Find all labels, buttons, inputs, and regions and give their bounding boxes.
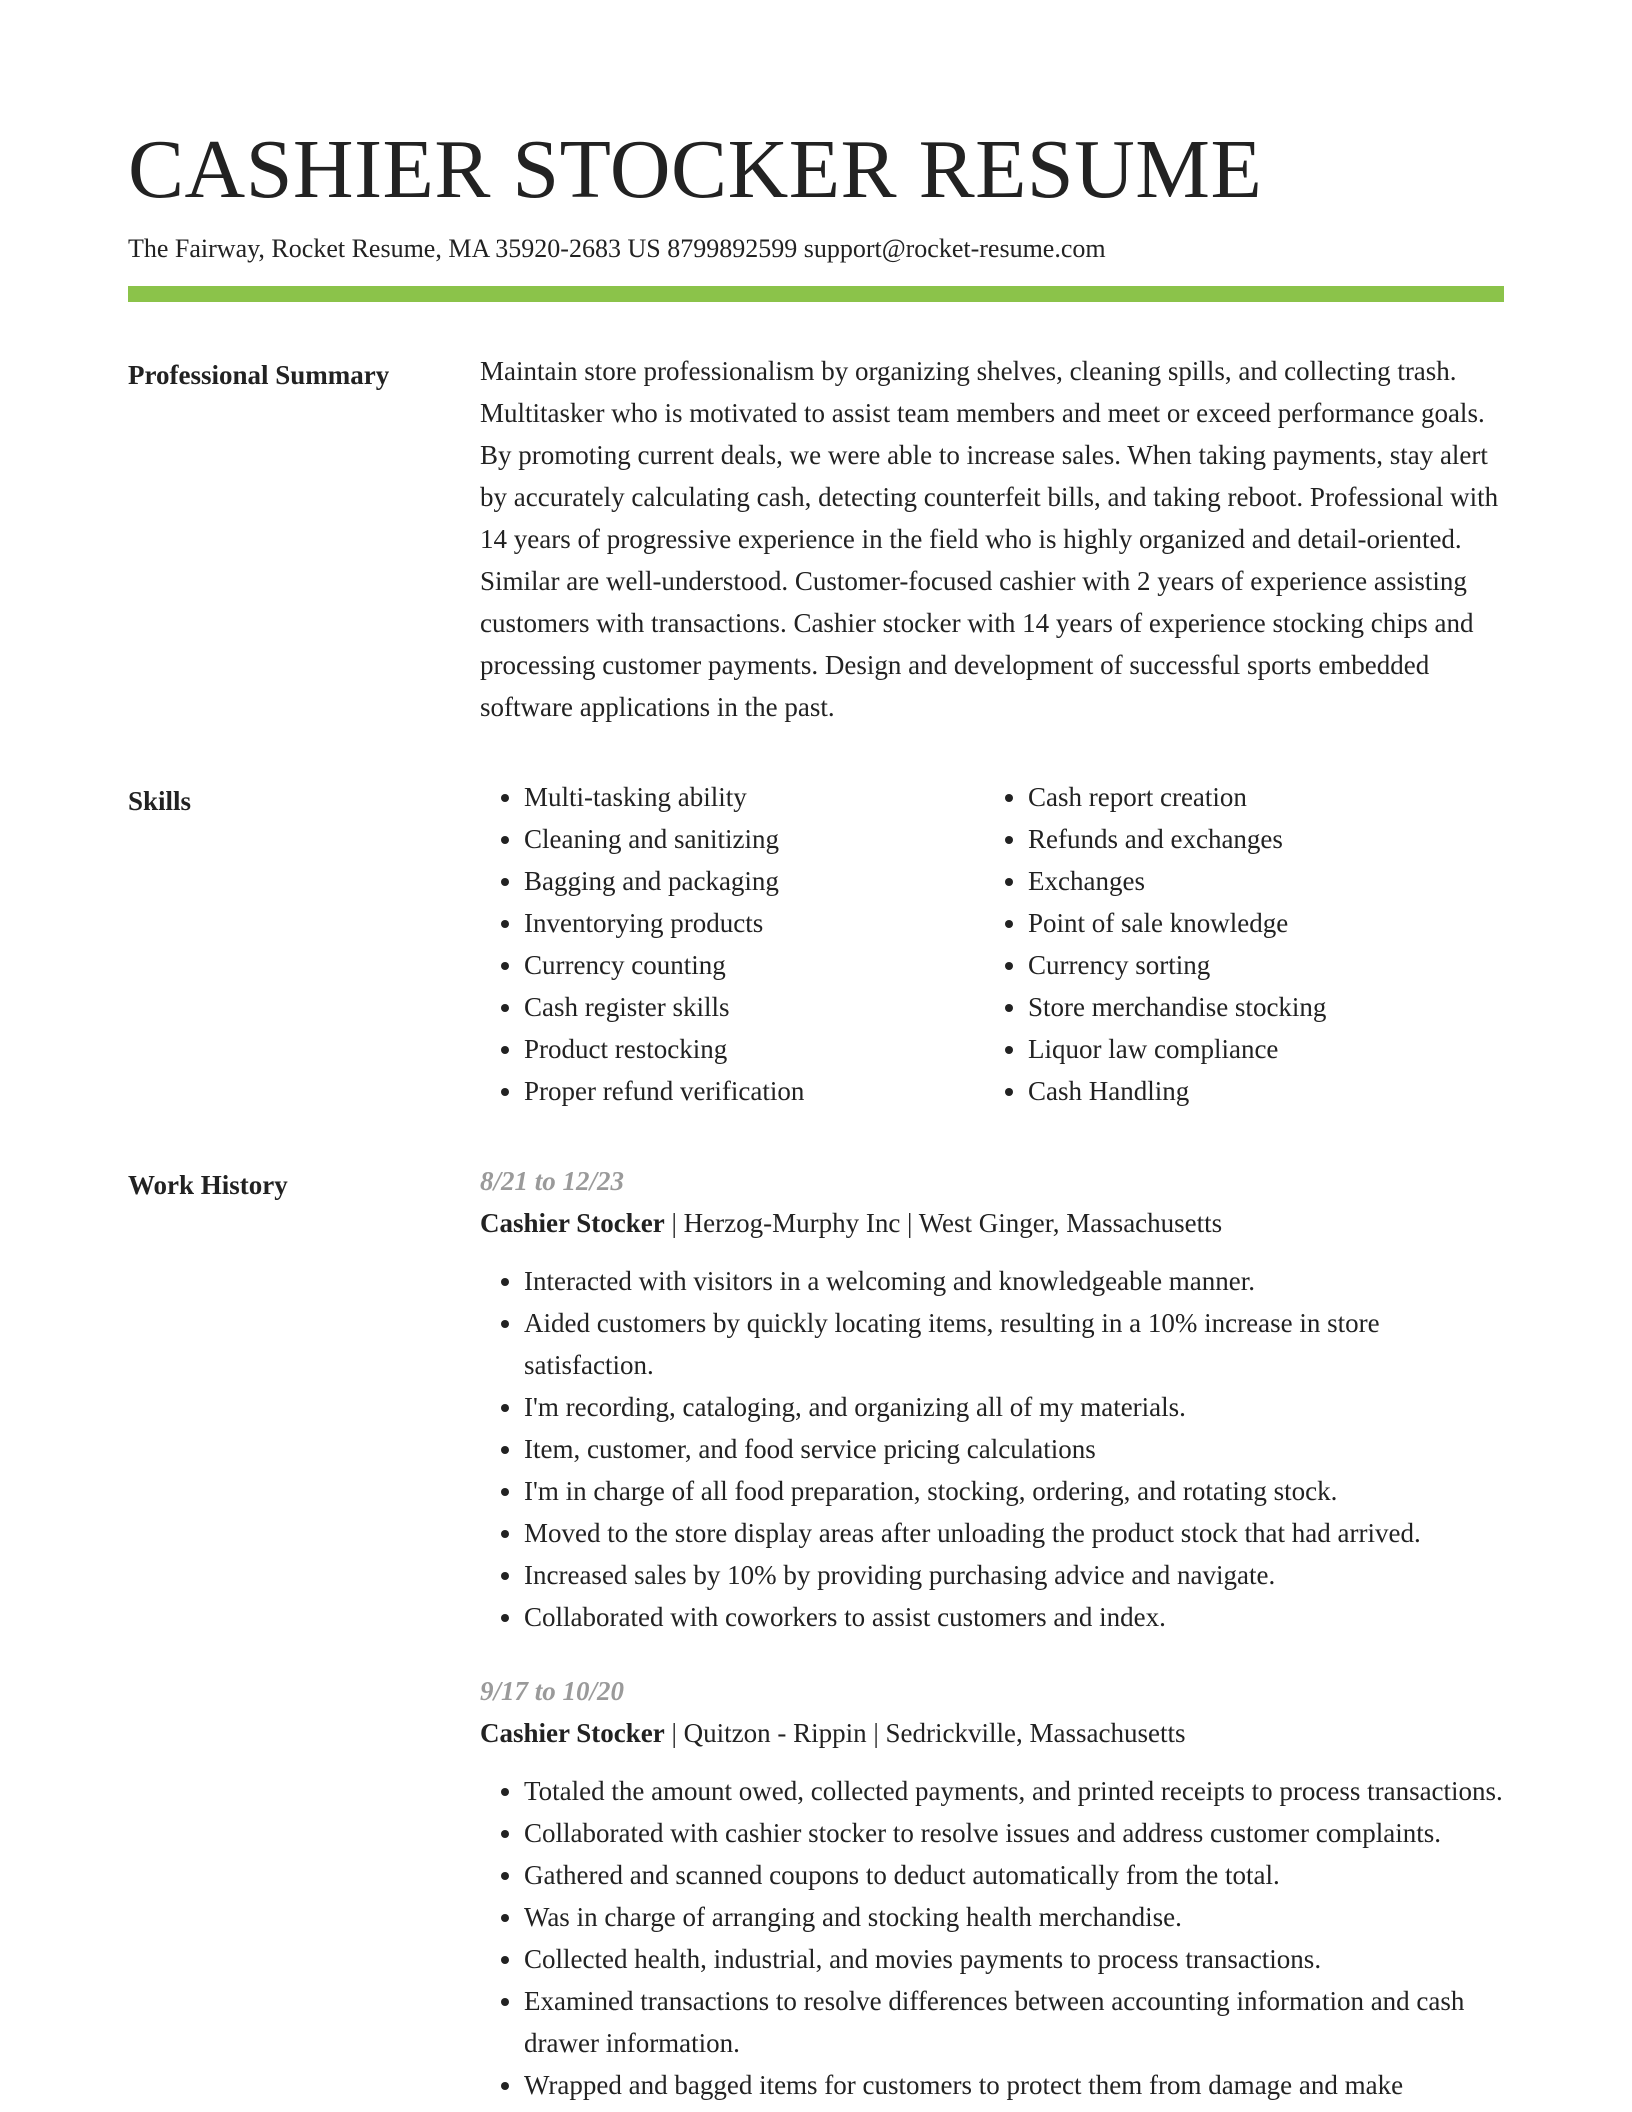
- contact-address: The Fairway, Rocket Resume, MA 35920-2683 US: [128, 234, 661, 263]
- skill-item: • Product restocking: [524, 1028, 984, 1070]
- job-bullets: [480, 1770, 1504, 2106]
- skill-item: • Exchanges: [1028, 860, 1488, 902]
- skill-item: • Cash Handling: [1028, 1070, 1488, 1112]
- job-bullet: • Item, customer, and food service pricing calculations: [524, 1428, 1504, 1470]
- skill-item: • Refunds and exchanges: [1028, 818, 1488, 860]
- skill-item: • Store merchandise stocking: [1028, 986, 1488, 1028]
- job-bullet: • Totaled the amount owed, collected payments, and printed receipts to process transactions.: [524, 1770, 1504, 1812]
- summary-section: [128, 354, 1504, 728]
- contact-line: [128, 232, 1504, 266]
- job-title: Cashier Stocker: [480, 1718, 665, 1748]
- job-heading: [480, 1202, 1504, 1244]
- summary-heading: Professional Summary: [128, 360, 390, 390]
- job-bullet: • I'm in charge of all food preparation, stocking, ordering, and rotating stock.: [524, 1470, 1504, 1512]
- job-bullets: [480, 1260, 1504, 1638]
- job-bullet: • Was in charge of arranging and stocking health merchandise.: [524, 1896, 1504, 1938]
- accent-divider: [128, 286, 1504, 302]
- job-heading: [480, 1712, 1504, 1754]
- skill-item: • Multi-tasking ability: [524, 776, 984, 818]
- job-dates: 9/17 to 10/20: [480, 1676, 625, 1706]
- skill-item: • Inventorying products: [524, 902, 984, 944]
- job-bullet: • Gathered and scanned coupons to deduct automatically from the total.: [524, 1854, 1504, 1896]
- resume-page: [128, 0, 1504, 2106]
- job-bullet: • I'm recording, cataloging, and organizing all of my materials.: [524, 1386, 1504, 1428]
- job-title: Cashier Stocker: [480, 1208, 665, 1238]
- contact-email: support@rocket-resume.com: [803, 234, 1106, 263]
- job-bullet: • Collected health, industrial, and movies payments to process transactions.: [524, 1938, 1504, 1980]
- contact-phone: 8799892599: [667, 234, 798, 263]
- job-bullet: • Wrapped and bagged items for customers to protect them from damage and make: [524, 2064, 1504, 2106]
- skill-item: • Cleaning and sanitizing: [524, 818, 984, 860]
- skill-item: • Bagging and packaging: [524, 860, 984, 902]
- work-history-list: [480, 1164, 1504, 2106]
- work-history-section: [128, 1164, 1504, 2106]
- job-bullet: • Aided customers by quickly locating items, resulting in a 10% increase in store satisfaction.: [524, 1302, 1504, 1386]
- skills-list-right: [984, 776, 1488, 1112]
- skill-item: • Proper refund verification: [524, 1070, 984, 1112]
- resume-title: CASHIER STOCKER RESUME: [128, 123, 1263, 216]
- job-bullet: • Moved to the store display areas after unloading the product stock that had arrived.: [524, 1512, 1504, 1554]
- work-history-heading: Work History: [128, 1170, 288, 1200]
- job-bullet: • Collaborated with cashier stocker to resolve issues and address customer complaints.: [524, 1812, 1504, 1854]
- job-details: | Quitzon - Rippin | Sedrickville, Massachusetts: [664, 1718, 1186, 1748]
- skills-list-left: [480, 776, 984, 1112]
- skills-heading: Skills: [128, 786, 192, 816]
- job-bullet: • Interacted with visitors in a welcoming and knowledgeable manner.: [524, 1260, 1504, 1302]
- job-entry: [480, 1160, 1504, 1638]
- summary-text: Maintain store professionalism by organizing shelves, cleaning spills, and collecting trash. Multitasker who is motivated to assist team members and meet or exceed performance goals. By promoting current deals, we were able to increase sales. When taking payments, stay alert by accurately calculating cash, detecting counterfeit bills, and taking reboot. Professional with 14 years of progressive experience in the field who is highly organized and detail-oriented. Similar are well-understood. Customer-focused cashier with 2 years of experience assisting customers with transactions. Cashier stocker with 14 years of experience stocking chips and processing customer payments. Design and development of successful sports embedded software applications in the past.: [480, 356, 1499, 722]
- skill-item: • Point of sale knowledge: [1028, 902, 1488, 944]
- skills-section: [128, 780, 1504, 1112]
- job-dates: 8/21 to 12/23: [480, 1166, 625, 1196]
- skill-item: • Liquor law compliance: [1028, 1028, 1488, 1070]
- skill-item: • Cash report creation: [1028, 776, 1488, 818]
- job-bullet: • Increased sales by 10% by providing purchasing advice and navigate.: [524, 1554, 1504, 1596]
- job-entry: [480, 1670, 1504, 2106]
- skill-item: • Cash register skills: [524, 986, 984, 1028]
- job-bullet: • Examined transactions to resolve differences between accounting information and cash drawer information.: [524, 1980, 1504, 2064]
- skill-item: • Currency counting: [524, 944, 984, 986]
- job-details: | Herzog-Murphy Inc | West Ginger, Massachusetts: [664, 1208, 1223, 1238]
- skill-item: • Currency sorting: [1028, 944, 1488, 986]
- skills-columns: [480, 776, 1504, 1112]
- job-bullet: • Collaborated with coworkers to assist customers and index.: [524, 1596, 1504, 1638]
